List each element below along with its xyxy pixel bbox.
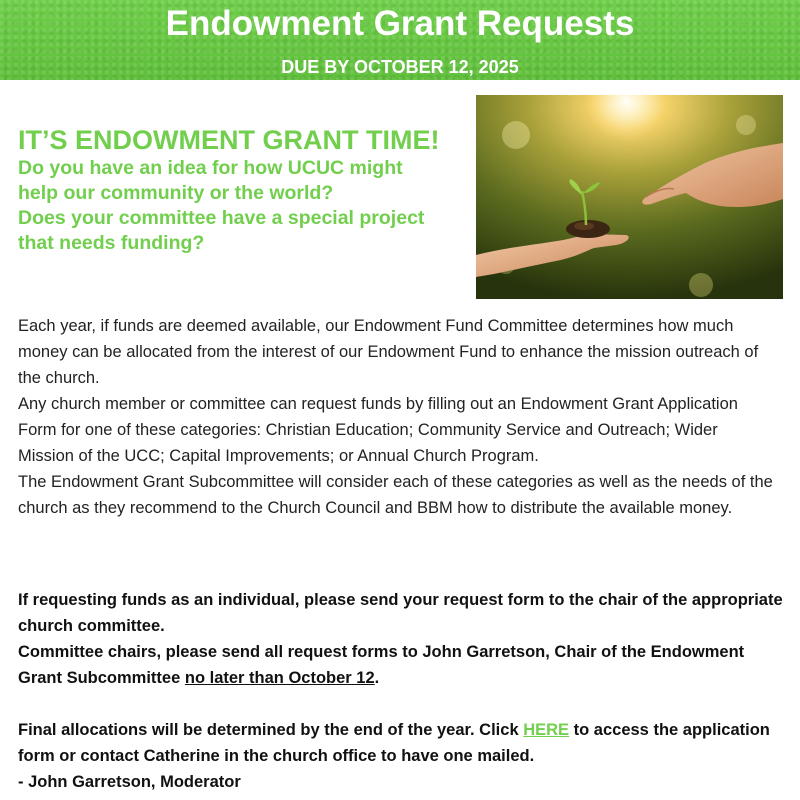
- final-allocation-text: [18, 717, 788, 769]
- spacer: [18, 691, 788, 717]
- body-paragraph-1: Each year, if funds are deemed available, our Endowment Fund Committee determines how much money can be allocated from the interest of our Endowment Fund to enhance the mission outreach of the church.: [18, 317, 759, 387]
- chairs-instructions-end: .: [374, 669, 380, 687]
- signature: - John Garretson, Moderator: [18, 773, 241, 791]
- body-text: [18, 313, 778, 521]
- headline-block: [18, 124, 478, 256]
- headline-question-2-line-2: that needs funding?: [18, 232, 205, 254]
- final-allocation-prefix: Final allocations will be determined by the end of the year. Click: [18, 721, 524, 739]
- page-title: Endowment Grant Requests: [165, 4, 635, 43]
- instructions-block: [18, 587, 788, 795]
- headline-question-2: [18, 206, 478, 256]
- body-paragraph-3: The Endowment Grant Subcommittee will consider each of these categories as well as the needs of the church as they recommend to the Church Council and BBM how to distribute the available money.: [18, 473, 773, 517]
- deadline-text: no later than October 12: [184, 669, 375, 687]
- headline-question-1-line-1: Do you have an idea for how UCUC might: [18, 157, 403, 179]
- headline-question-1-line-2: help our community or the world?: [18, 182, 334, 204]
- chairs-instructions-text: Committee chairs, please send all request forms to John Garretson, Chair of the Endowment Grant Subcommittee: [18, 643, 745, 687]
- hands-seedling-photo: [476, 95, 783, 299]
- individual-instructions: If requesting funds as an individual, please send your request form to the chair of the appropriate church committee.: [18, 591, 783, 635]
- final-allocation-suffix: to access the application form or contact Catherine in the church office to have one mailed.: [18, 721, 770, 765]
- chairs-instructions: [18, 639, 788, 691]
- headline-title: IT’S ENDOWMENT GRANT TIME!: [18, 125, 440, 155]
- body-paragraph-2: Any church member or committee can request funds by filling out an Endowment Grant Application Form for one of these categories: Christian Education; Community Service and Outreach; Wider Mission of the UCC; Capital Improvements; or Annual Church Program.: [18, 395, 738, 465]
- headline-question-1: [18, 156, 478, 206]
- application-form-link[interactable]: HERE: [523, 721, 570, 739]
- due-date: DUE BY OCTOBER 12, 2025: [281, 57, 519, 77]
- header-banner: [0, 0, 800, 80]
- headline-question-2-line-1: Does your committee have a special project: [18, 207, 425, 229]
